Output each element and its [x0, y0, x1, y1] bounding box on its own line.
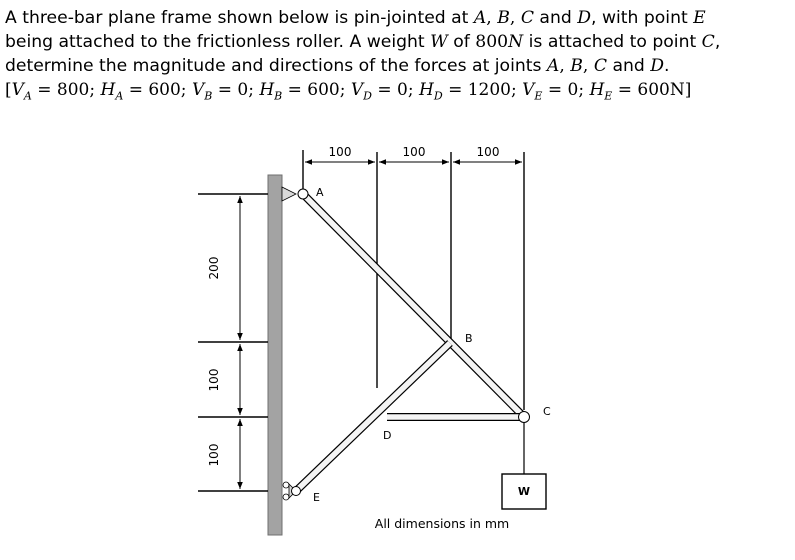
answer-item: $V_A = 800$ — [11, 80, 90, 103]
label-A: A — [316, 186, 324, 199]
joint-C — [519, 412, 530, 423]
answer-item: $H_B = 600$ — [259, 80, 340, 103]
answer-item: $H_D = 1200$ — [419, 80, 511, 103]
label-B: B — [465, 332, 473, 345]
dim-top-3-label: 100 — [476, 145, 500, 159]
problem-line-3: determine the magnitude and directions of the forces at joints A, B, C and D. — [5, 56, 670, 76]
answer-item: $H_A = 600$ — [100, 80, 181, 103]
answer-item: $V_E = 0$ — [522, 80, 579, 103]
pin-support-A — [282, 187, 308, 201]
label-W: W — [517, 485, 531, 498]
problem-line-2: being attached to the frictionless roller. A weight W of 800N is attached to point C, — [5, 32, 721, 52]
problem-line-1: A three-bar plane frame shown below is pin-jointed at A, B, C and D, with point E — [5, 8, 706, 28]
label-D: D — [383, 429, 392, 442]
dim-left-2-label: 100 — [207, 368, 221, 392]
dim-top-2-label: 100 — [402, 145, 426, 159]
dim-top-1-label: 100 — [328, 145, 352, 159]
wall — [268, 175, 282, 535]
answer-item: $V_D = 0$ — [350, 80, 408, 103]
dim-left-3-label: 100 — [207, 443, 221, 467]
answer-line: [$V_A = 800$; $H_A = 600$; $V_B = 0$; $H_B = 600$; $V_D = 0$; $H_D = 1200$; $V_E = 0$; $H_E = 600N$] — [5, 80, 692, 103]
answer-item: $V_B = 0$ — [191, 80, 249, 103]
dim-left-1-label: 200 — [207, 256, 221, 280]
answer-item: $H_E = 600N$ — [589, 80, 685, 103]
figure-caption: All dimensions in mm — [374, 516, 510, 531]
label-C: C — [543, 405, 551, 418]
label-E: E — [313, 491, 320, 504]
